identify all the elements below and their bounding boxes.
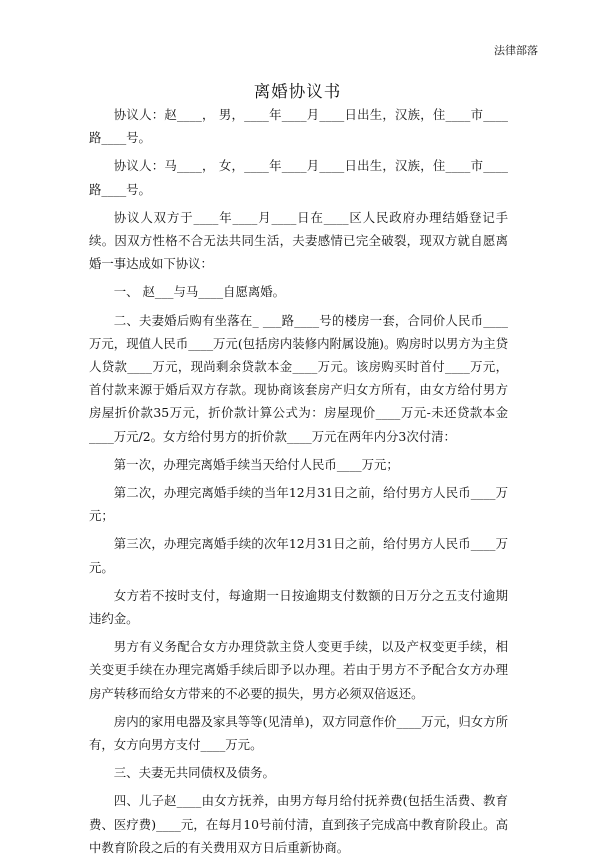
payment-3-paragraph: 第三次，办理完离婚手续的次年12月31日之前，给付男方人民币____万元。	[89, 536, 508, 575]
header-source-label: 法律部落	[494, 44, 538, 57]
party-1-paragraph: 协议人：赵____， 男，____年____月____日出生，汉族，住____市____路____号。	[89, 107, 508, 146]
document-title: 离婚协议书	[253, 82, 342, 101]
party-2-paragraph: 协议人：马____， 女，____年____月____日出生，汉族，住____市____路____号。	[89, 158, 508, 197]
furniture-paragraph: 房内的家用电器及家具等等(见清单)，双方同意作价____万元，归女方所有，女方向男方支付____万元。	[89, 713, 508, 753]
clause-1-paragraph: 一、 赵___与马____自愿离婚。	[113, 284, 286, 300]
marriage-registration-paragraph: 协议人双方于____年____月____日在____区人民政府办理结婚登记手续。因双方性格不合无法共同生活，夫妻感情已完全破裂，现双方就自愿离婚一事达成如下协议：	[89, 209, 508, 272]
clause-3-debt-paragraph: 三、夫妻无共同债权及债务。	[113, 765, 275, 781]
clause-2-property-paragraph: 二、夫妻婚后购有坐落在_ ___路____号的楼房一套，合同价人民币____万元，现值人民币____万元(包括房内装修内附属设施)。购房时以男方为主贷人贷款____万元，现尚剩余贷款本金____万元。该房购买时首付____万元，首付款来源于婚后双方存款。现协商该套房产归女方所有，由女方给付男方房屋折价款35万元，折价款计算公式为：房屋现价____万元-未还贷款本金____万元/2。女方给付男方的折价款____万元在两年内分3次付清：	[89, 312, 508, 444]
transfer-obligation-paragraph: 男方有义务配合女方办理贷款主贷人变更手续，以及产权变更手续，相关变更手续在办理完离婚手续后即予以办理。若由于男方不予配合女方办理房产转移而给女方带来的不必要的损失，男方必须双倍返还。	[89, 639, 508, 701]
clause-4-child-paragraph: 四、儿子赵____由女方抚养，由男方每月给付抚养费(包括生活费、教育费、医疗费)____元，在每月10号前付清，直到孩子完成高中教育阶段止。高中教育阶段之后的有关费用双方日后重新协商。	[89, 793, 508, 855]
document-body	[89, 103, 508, 864]
late-penalty-paragraph: 女方若不按时支付，每逾期一日按逾期支付数额的日万分之五支付逾期违约金。	[89, 587, 508, 627]
payment-1-paragraph: 第一次，办理完离婚手续当天给付人民币____万元；	[113, 456, 399, 472]
payment-2-paragraph: 第二次，办理完离婚手续的当年12月31日之前，给付男方人民币____万元；	[89, 485, 508, 524]
